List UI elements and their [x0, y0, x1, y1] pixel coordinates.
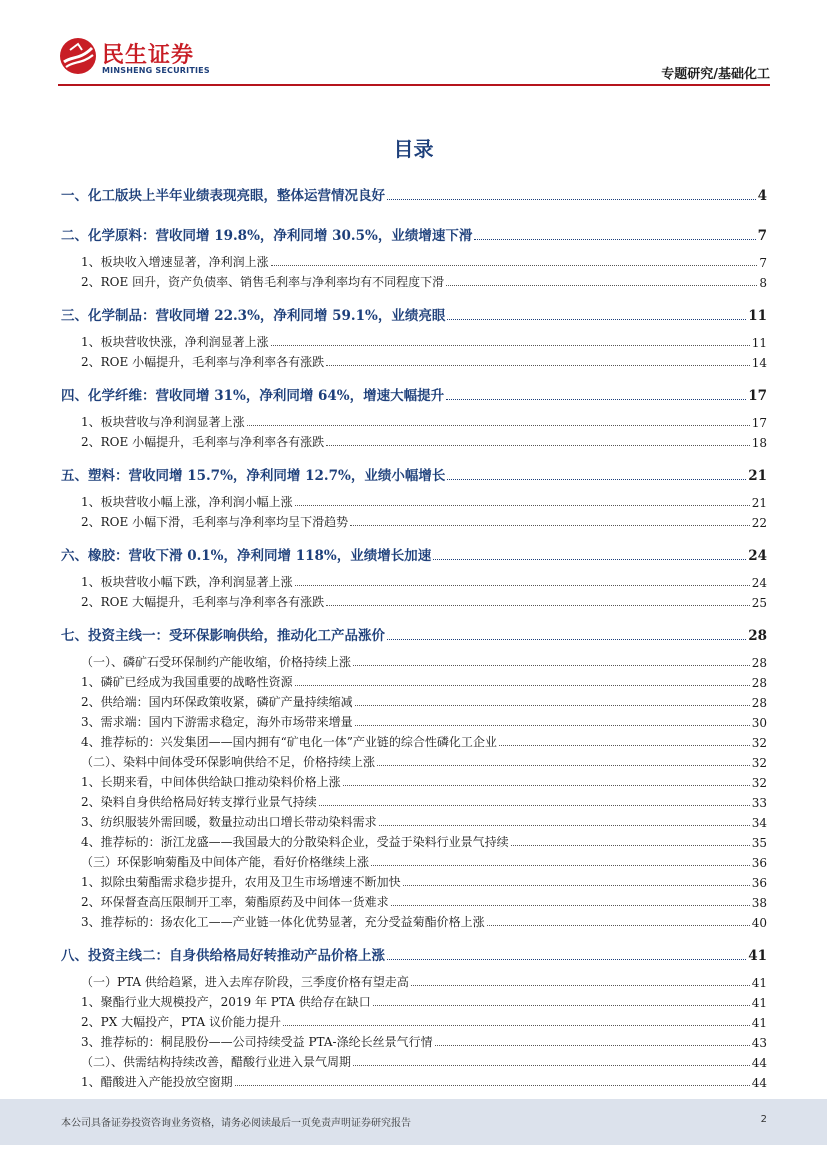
toc-entry-page: 17	[751, 416, 767, 430]
table-of-contents	[61, 170, 767, 1090]
toc-entry-page: 40	[751, 916, 767, 930]
toc-subsection-entry[interactable]	[61, 590, 767, 610]
toc-entry-page: 43	[751, 1036, 767, 1050]
toc-dot-leader	[271, 265, 758, 266]
toc-entry-page: 7	[757, 228, 767, 244]
toc-subsection-entry[interactable]	[61, 1050, 767, 1070]
toc-dot-leader	[403, 885, 750, 886]
toc-dot-leader	[435, 1045, 750, 1046]
toc-dot-leader	[379, 825, 750, 826]
toc-entry-page: 36	[751, 856, 767, 870]
toc-section-entry[interactable]	[61, 456, 767, 490]
toc-entry-page: 41	[751, 976, 767, 990]
toc-subsection-entry[interactable]	[61, 810, 767, 830]
toc-dot-leader	[295, 685, 750, 686]
toc-subsection-entry[interactable]	[61, 250, 767, 270]
toc-entry-page: 24	[751, 576, 767, 590]
toc-dot-leader	[387, 199, 756, 200]
toc-dot-leader	[326, 365, 750, 366]
toc-dot-leader	[447, 479, 746, 480]
toc-dot-leader	[247, 425, 750, 426]
toc-entry-text: （二）、供需结构持续改善，醋酸行业进入景气周期	[81, 1055, 352, 1069]
toc-entry-page: 18	[751, 436, 767, 450]
toc-dot-leader	[326, 605, 750, 606]
toc-entry-page: 41	[751, 1016, 767, 1030]
toc-dot-leader	[373, 1005, 750, 1006]
toc-dot-leader	[387, 959, 746, 960]
toc-dot-leader	[474, 239, 755, 240]
toc-entry-text: 2、染料自身供给格局好转支撑行业景气持续	[81, 795, 317, 809]
toc-subsection-entry[interactable]	[61, 570, 767, 590]
toc-title: 目录	[393, 137, 434, 161]
toc-entry-page: 36	[751, 876, 767, 890]
toc-entry-text: 1、醋酸进入产能投放空窗期	[81, 1075, 233, 1089]
toc-entry-text: 2、ROE 小幅提升，毛利率与净利率各有涨跌	[81, 435, 325, 449]
toc-subsection-entry[interactable]	[61, 270, 767, 290]
toc-dot-leader	[371, 865, 750, 866]
toc-entry-text: 1、长期来看，中间体供给缺口推动染料价格上涨	[81, 775, 341, 789]
toc-entry-text: 1、板块营收小幅上涨，净利润小幅上涨	[81, 495, 293, 509]
toc-subsection-entry[interactable]	[61, 890, 767, 910]
toc-subsection-entry[interactable]	[61, 330, 767, 350]
toc-entry-page: 34	[751, 816, 767, 830]
toc-section-entry[interactable]	[61, 936, 767, 970]
toc-entry-page: 28	[748, 628, 767, 644]
toc-dot-leader	[447, 319, 746, 320]
toc-entry-text: 2、环保督查高压限制开工率，菊酯原药及中间体一货难求	[81, 895, 389, 909]
toc-entry-text: 4、推荐标的：浙江龙盛——我国最大的分散染料企业，受益于染料行业景气持续	[81, 835, 509, 849]
toc-subsection-entry[interactable]	[61, 850, 767, 870]
toc-subsection-entry[interactable]	[61, 430, 767, 450]
toc-entry-page: 28	[751, 696, 767, 710]
toc-dot-leader	[271, 345, 750, 346]
toc-subsection-entry[interactable]	[61, 910, 767, 930]
toc-entry-text: 2、ROE 回升，资产负债率、销售毛利率与净利率均有不同程度下滑	[81, 275, 445, 289]
logo-english-name: MINSHENG SECURITIES	[102, 66, 210, 75]
toc-entry-text: 2、ROE 小幅下滑，毛利率与净利率均呈下滑趋势	[81, 515, 349, 529]
toc-entry-page: 44	[751, 1056, 767, 1070]
toc-entry-text: 2、供给端：国内环保政策收紧，磷矿产量持续缩减	[81, 695, 353, 709]
toc-dot-leader	[377, 765, 750, 766]
toc-dot-leader	[353, 665, 750, 666]
toc-subsection-entry[interactable]	[61, 870, 767, 890]
toc-dot-leader	[446, 399, 746, 400]
toc-section-entry[interactable]	[61, 216, 767, 250]
toc-section-entry[interactable]	[61, 536, 767, 570]
toc-subsection-entry[interactable]	[61, 710, 767, 730]
toc-entry-page: 21	[748, 468, 767, 484]
toc-dot-leader	[387, 639, 746, 640]
toc-subsection-entry[interactable]	[61, 770, 767, 790]
toc-subsection-entry[interactable]	[61, 970, 767, 990]
toc-entry-page: 11	[748, 308, 767, 324]
toc-dot-leader	[511, 845, 750, 846]
toc-entry-text: 1、聚酯行业大规模投产，2019 年 PTA 供给存在缺口	[81, 995, 371, 1009]
toc-subsection-entry[interactable]	[61, 690, 767, 710]
toc-entry-page: 41	[751, 996, 767, 1010]
toc-entry-text: 3、需求端：国内下游需求稳定，海外市场带来增量	[81, 715, 353, 729]
toc-entry-text: 2、ROE 小幅提升，毛利率与净利率各有涨跌	[81, 355, 325, 369]
toc-entry-text: 八、投资主线二：自身供给格局好转推动产品价格上涨	[61, 948, 385, 964]
toc-entry-page: 32	[751, 756, 767, 770]
toc-entry-page: 35	[751, 836, 767, 850]
toc-entry-page: 25	[751, 596, 767, 610]
toc-entry-page: 21	[751, 496, 767, 510]
toc-section-entry[interactable]	[61, 376, 767, 410]
toc-subsection-entry[interactable]	[61, 490, 767, 510]
page-header	[0, 0, 827, 90]
toc-entry-text: 4、推荐标的：兴发集团——国内拥有“矿电化一体”产业链的综合性磷化工企业	[81, 735, 497, 749]
toc-dot-leader	[391, 905, 750, 906]
toc-subsection-entry[interactable]	[61, 730, 767, 750]
toc-dot-leader	[487, 925, 750, 926]
toc-entry-page: 30	[751, 716, 767, 730]
toc-section-entry[interactable]	[61, 176, 767, 210]
logo-chinese-name: 民生证券	[102, 43, 195, 68]
toc-entry-text: 七、投资主线一：受环保影响供给，推动化工产品涨价	[61, 628, 385, 644]
logo-emblem-icon	[58, 36, 98, 76]
toc-entry-text: 1、板块营收与净利润显著上涨	[81, 415, 245, 429]
page-footer	[0, 1099, 827, 1145]
toc-entry-text: 五、塑料：营收同增 15.7%，净利同增 12.7%，业绩小幅增长	[61, 468, 446, 484]
page-number: 2	[760, 1114, 767, 1125]
toc-dot-leader	[295, 505, 750, 506]
minsheng-logo	[58, 36, 208, 80]
toc-entry-page: 22	[751, 516, 767, 530]
toc-entry-page: 28	[751, 656, 767, 670]
toc-entry-page: 7	[759, 256, 767, 270]
toc-dot-leader	[355, 705, 750, 706]
toc-dot-leader	[295, 585, 750, 586]
toc-entry-page: 41	[748, 948, 767, 964]
toc-entry-text: 1、板块营收快涨，净利润显著上涨	[81, 335, 269, 349]
toc-dot-leader	[353, 1065, 750, 1066]
toc-subsection-entry[interactable]	[61, 650, 767, 670]
toc-subsection-entry[interactable]	[61, 750, 767, 770]
toc-dot-leader	[411, 985, 750, 986]
header-divider	[58, 84, 770, 86]
toc-entry-text: 1、板块营收小幅下跌，净利润显著上涨	[81, 575, 293, 589]
toc-dot-leader	[235, 1085, 750, 1086]
toc-subsection-entry[interactable]	[61, 790, 767, 810]
toc-entry-text: 二、化学原料：营收同增 19.8%，净利同增 30.5%，业绩增速下滑	[61, 228, 473, 244]
toc-subsection-entry[interactable]	[61, 990, 767, 1010]
toc-subsection-entry[interactable]	[61, 410, 767, 430]
toc-entry-text: （三）环保影响菊酯及中间体产能，看好价格继续上涨	[81, 855, 370, 869]
toc-entry-text: 1、拟除虫菊酯需求稳步提升，农用及卫生市场增速不断加快	[81, 875, 401, 889]
toc-entry-page: 38	[751, 896, 767, 910]
toc-entry-page: 32	[751, 736, 767, 750]
toc-dot-leader	[355, 725, 750, 726]
toc-subsection-entry[interactable]	[61, 830, 767, 850]
toc-entry-text: 六、橡胶：营收下滑 0.1%，净利同增 118%，业绩增长加速	[61, 548, 432, 564]
toc-entry-text: 1、板块收入增速显著，净利润上涨	[81, 255, 269, 269]
toc-entry-page: 11	[751, 336, 767, 350]
toc-dot-leader	[343, 785, 750, 786]
toc-entry-text: （一）、磷矿石受环保制约产能收缩，价格持续上涨	[81, 655, 352, 669]
toc-section-entry[interactable]	[61, 616, 767, 650]
toc-entry-text: 三、化学制品：营收同增 22.3%，净利同增 59.1%，业绩亮眼	[61, 308, 446, 324]
toc-entry-page: 28	[751, 676, 767, 690]
toc-entry-page: 8	[759, 276, 767, 290]
toc-entry-page: 33	[751, 796, 767, 810]
toc-subsection-entry[interactable]	[61, 1010, 767, 1030]
toc-dot-leader	[319, 805, 750, 806]
toc-entry-text: 1、磷矿已经成为我国重要的战略性资源	[81, 675, 293, 689]
toc-entry-text: （二）、染料中间体受环保影响供给不足，价格持续上涨	[81, 755, 376, 769]
toc-subsection-entry[interactable]	[61, 1070, 767, 1090]
toc-entry-text: 2、PX 大幅投产，PTA 议价能力提升	[81, 1015, 281, 1029]
toc-dot-leader	[350, 525, 750, 526]
toc-subsection-entry[interactable]	[61, 1030, 767, 1050]
toc-entry-text: 3、推荐标的：扬农化工——产业链一体化优势显著，充分受益菊酯价格上涨	[81, 915, 485, 929]
toc-subsection-entry[interactable]	[61, 670, 767, 690]
toc-section-entry[interactable]	[61, 296, 767, 330]
toc-entry-text: 四、化学纤维：营收同增 31%，净利同增 64%，增速大幅提升	[61, 388, 445, 404]
footer-disclaimer: 本公司具备证券投资咨询业务资格，请务必阅读最后一页免责声明证券研究报告	[61, 1118, 411, 1129]
toc-subsection-entry[interactable]	[61, 510, 767, 530]
toc-entry-page: 24	[748, 548, 767, 564]
toc-entry-text: 2、ROE 大幅提升，毛利率与净利率各有涨跌	[81, 595, 325, 609]
toc-entry-text: 3、推荐标的：桐昆股份——公司持续受益 PTA-涤纶长丝景气行情	[81, 1035, 433, 1049]
report-category: 专题研究/基础化工	[661, 67, 770, 82]
toc-entry-page: 4	[757, 188, 767, 204]
toc-entry-page: 14	[751, 356, 767, 370]
toc-dot-leader	[446, 285, 757, 286]
toc-dot-leader	[433, 559, 746, 560]
toc-entry-text: （一）PTA 供给趋紧，进入去库存阶段，三季度价格有望走高	[81, 975, 409, 989]
toc-entry-page: 17	[748, 388, 767, 404]
toc-dot-leader	[326, 445, 750, 446]
toc-subsection-entry[interactable]	[61, 350, 767, 370]
toc-entry-page: 44	[751, 1076, 767, 1090]
toc-entry-page: 32	[751, 776, 767, 790]
toc-dot-leader	[499, 745, 750, 746]
toc-entry-text: 3、纺织服装外需回暖，数量拉动出口增长带动染料需求	[81, 815, 377, 829]
toc-entry-text: 一、化工版块上半年业绩表现亮眼，整体运营情况良好	[61, 188, 385, 204]
toc-dot-leader	[283, 1025, 750, 1026]
